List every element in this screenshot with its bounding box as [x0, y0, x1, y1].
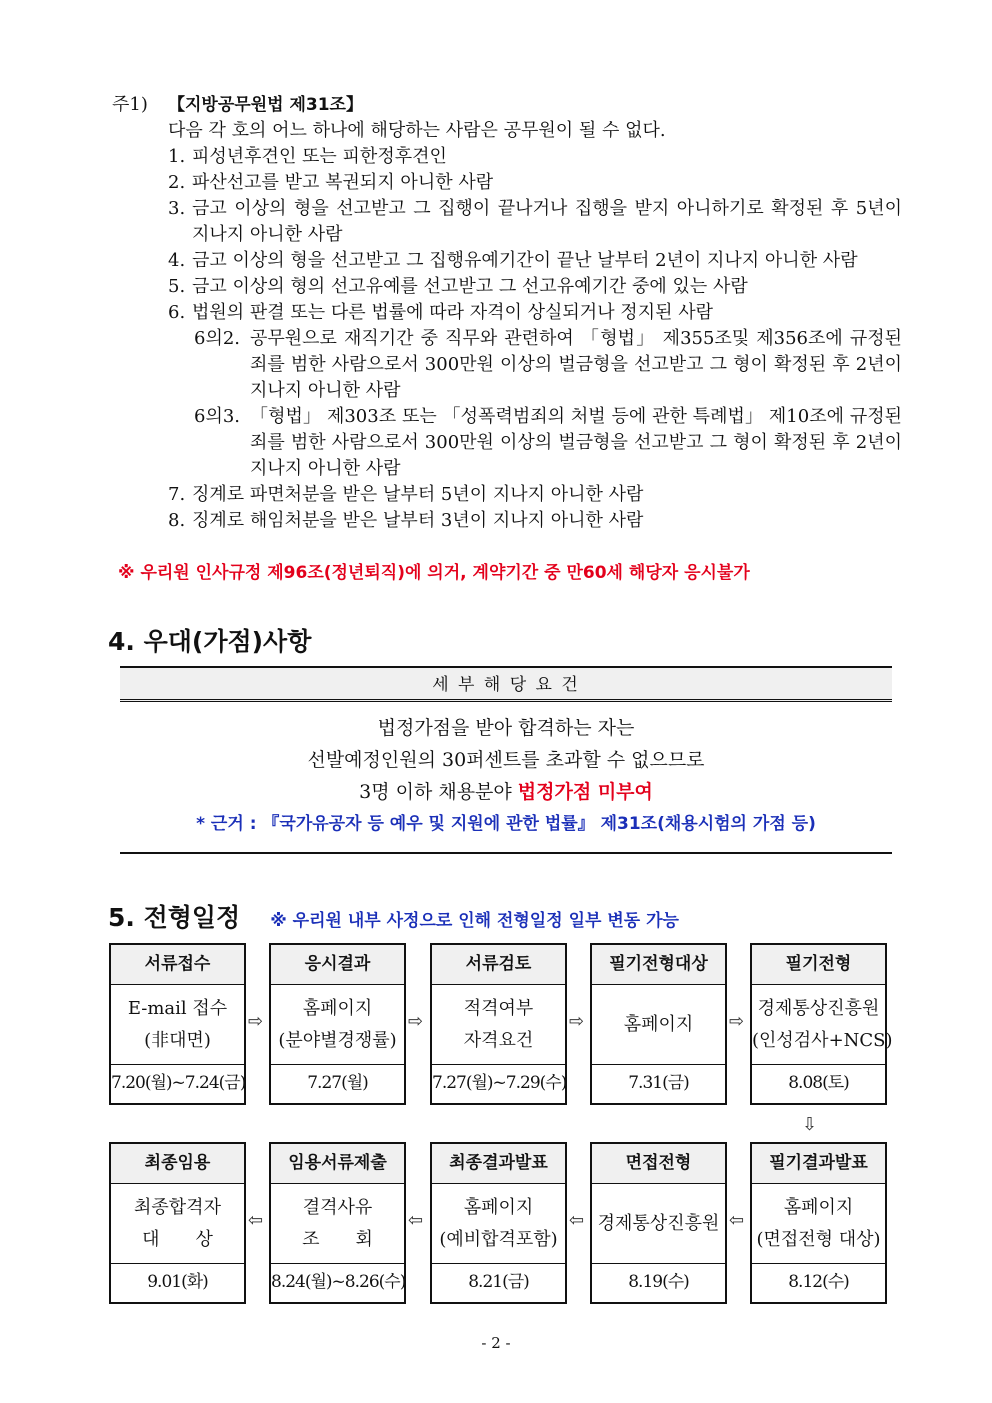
list-item-number: 6의3.: [194, 406, 241, 427]
schedule-step-date: 7.27(월)~7.29(수): [432, 1073, 567, 1093]
schedule-step-title: 최종결과발표: [432, 1144, 565, 1184]
list-item: [112, 300, 902, 326]
preference-line-2: 선발예정인원의 30퍼센트를 초과할 수 없으므로: [307, 749, 705, 771]
list-item: [112, 326, 902, 404]
list-item-text: 징계로 파면처분을 받은 날부터 5년이 지나지 아니한 사람: [192, 484, 644, 505]
list-item-text: 금고 이상의 형을 선고받고 그 집행이 끝나거나 집행을 받지 아니하기로 확정된 후 5년이 지나지 아니한 사람: [192, 198, 902, 245]
schedule-step-detail-line: (면접전형 대상): [756, 1228, 881, 1250]
schedule-step-date: 8.24(월)~8.26(수): [271, 1272, 406, 1292]
list-item-text: 피성년후견인 또는 피한정후견인: [192, 146, 447, 167]
section-4-heading: 4. 우대(가점)사항: [108, 627, 312, 656]
preference-line-3-prefix: 3명 이하 채용분야: [359, 781, 518, 803]
list-item-text: 금고 이상의 형을 선고받고 그 집행유예기간이 끝난 날부터 2년이 지나지 아니한 사람: [192, 250, 858, 271]
schedule-step-detail: [271, 985, 404, 1065]
schedule-step-title: 최종임용: [111, 1144, 244, 1184]
schedule-step-title: 응시결과: [271, 945, 404, 985]
list-item-number: 4.: [168, 250, 186, 271]
schedule-step-detail: [111, 1184, 244, 1264]
schedule-step-detail-line: 홈페이지: [783, 1196, 854, 1218]
schedule-step-detail-line: (인성검사+NCS): [752, 1029, 893, 1051]
note-intro: 다음 각 호의 어느 하나에 해당하는 사람은 공무원이 될 수 없다.: [168, 120, 666, 141]
schedule-step-detail: [592, 985, 725, 1065]
schedule-step-detail-line: 홈페이지: [623, 1013, 694, 1035]
legal-basis: * 근거 : 『국가유공자 등 예우 및 지원에 관한 법률』 제31조(채용시험의 가점 등): [196, 814, 816, 834]
schedule-step-detail-line: E-mail 접수: [127, 997, 228, 1019]
arrow-right-icon: ⇨: [729, 1011, 745, 1032]
schedule-step-date: 8.19(수): [628, 1272, 689, 1292]
schedule-step-detail-line: (非대면): [144, 1029, 211, 1051]
schedule-step-detail-line: 대 상: [142, 1228, 213, 1250]
disqualification-list-tail: [112, 482, 902, 534]
list-item-number: 6.: [168, 302, 186, 323]
note-label: 주1): [112, 94, 148, 115]
schedule-step-title: 필기결과발표: [752, 1144, 885, 1184]
schedule-step-detail: [592, 1184, 725, 1264]
arrow-left-icon: ⇦: [569, 1210, 585, 1231]
schedule-step-detail: [752, 985, 893, 1065]
schedule-change-note: ※ 우리원 내부 사정으로 인해 전형일정 일부 변동 가능: [270, 911, 679, 931]
arrow-left-icon: ⇦: [408, 1210, 424, 1231]
schedule-step: [269, 943, 406, 1105]
schedule-step-detail: [271, 1184, 404, 1264]
list-item-text: 공무원으로 재직기간 중 직무와 관련하여 「형법」 제355조및 제356조에 규정된 죄를 범한 사람으로서 300만원 이상의 벌금형을 선고받고 그 형이 확정된 후 2년이 지나지 아니한 사람: [250, 328, 902, 401]
schedule-step: [590, 943, 727, 1105]
schedule-step-detail-line: 적격여부: [463, 997, 534, 1019]
schedule-step-date: 7.31(금): [628, 1073, 689, 1093]
list-item: [112, 170, 902, 196]
list-item-number: 2.: [168, 172, 186, 193]
arrow-left-icon: ⇦: [729, 1210, 745, 1231]
arrow-left-icon: ⇦: [248, 1210, 264, 1231]
schedule-step-title: 면접전형: [592, 1144, 725, 1184]
schedule-step-detail-line: 조 회: [302, 1228, 373, 1250]
no-bonus-highlight: 법정가점 미부여: [517, 781, 653, 803]
arrow-right-icon: ⇨: [248, 1011, 264, 1032]
schedule-step-date: 8.12(수): [788, 1272, 849, 1292]
section-5-heading: 5. 전형일정: [108, 903, 241, 932]
schedule-step-detail-line: 경제통상진흥원: [757, 997, 880, 1019]
schedule-step-detail: [432, 985, 565, 1065]
page-number: - 2 -: [481, 1334, 511, 1352]
list-item: [112, 482, 902, 508]
schedule-step-title: 필기전형: [752, 945, 885, 985]
arrow-right-icon: ⇨: [408, 1011, 424, 1032]
list-item-number: 6의2.: [194, 328, 241, 349]
schedule-step: [750, 1142, 887, 1304]
schedule-step: [269, 1142, 406, 1304]
preference-table-header: 세 부 해 당 요 건: [120, 668, 892, 702]
schedule-step-detail: [111, 985, 244, 1065]
note-title: 【지방공무원법 제31조】: [168, 95, 363, 115]
preference-table: [120, 666, 892, 854]
list-item-text: 「형법」 제303조 또는 「성폭력범죄의 처벌 등에 관한 특례법」 제10조에 규정된 죄를 범한 사람으로서 300만원 이상의 벌금형을 선고받고 그 형이 확정된 후 2년이 지나지 아니한 사람: [250, 406, 902, 479]
schedule-step-detail-line: (예비합격포함): [439, 1228, 558, 1250]
list-item-number: 3.: [168, 198, 186, 219]
schedule-step: [430, 943, 567, 1105]
schedule-step-title: 서류접수: [111, 945, 244, 985]
schedule-step: [590, 1142, 727, 1304]
schedule-step-detail-line: 경제통상진흥원: [597, 1212, 720, 1234]
schedule-step-date: 8.21(금): [468, 1272, 529, 1292]
list-item: [112, 404, 902, 482]
preference-line-1: 법정가점을 받아 합격하는 자는: [377, 717, 635, 739]
list-item-number: 7.: [168, 484, 186, 505]
list-item-text: 법원의 판결 또는 다른 법률에 따라 자격이 상실되거나 정지된 사람: [192, 302, 713, 323]
schedule-step-detail-line: 최종합격자: [134, 1196, 221, 1218]
list-item-text: 파산선고를 받고 복권되지 아니한 사람: [192, 172, 494, 193]
list-item-number: 5.: [168, 276, 186, 297]
retirement-warning: ※ 우리원 인사규정 제96조(정년퇴직)에 의거, 계약기간 중 만60세 해당자 응시불가: [118, 563, 750, 583]
schedule-step: [109, 943, 246, 1105]
section-5-heading-row: [108, 898, 679, 934]
schedule-step-title: 필기전형대상: [592, 945, 725, 985]
schedule-step-date: 7.27(월): [307, 1073, 368, 1093]
schedule-step-detail-line: 홈페이지: [463, 1196, 534, 1218]
list-item: [112, 196, 902, 248]
schedule-step-title: 임용서류제출: [271, 1144, 404, 1184]
schedule-step-detail-line: 홈페이지: [302, 997, 373, 1019]
schedule-step-date: 7.20(월)~7.24(금): [111, 1073, 246, 1093]
list-item-number: 8.: [168, 510, 186, 531]
disqualification-list: [112, 144, 902, 326]
preference-table-body: [120, 702, 892, 854]
arrow-right-icon: ⇨: [569, 1011, 585, 1032]
arrow-down-icon: ⇩: [802, 1114, 818, 1135]
schedule-step-title: 서류검토: [432, 945, 565, 985]
law-note: [112, 92, 902, 534]
list-item: [112, 274, 902, 300]
note-header: [112, 92, 902, 118]
schedule-step-date: 8.08(토): [788, 1073, 849, 1093]
schedule-step-detail-line: (분야별경쟁률): [278, 1029, 397, 1051]
schedule-step-detail-line: 자격요건: [463, 1029, 534, 1051]
schedule-step: [109, 1142, 246, 1304]
list-item-number: 1.: [168, 146, 186, 167]
list-item-text: 징계로 해임처분을 받은 날부터 3년이 지나지 아니한 사람: [192, 510, 644, 531]
preference-line-3: [120, 776, 892, 808]
list-item: [112, 248, 902, 274]
schedule-step: [430, 1142, 567, 1304]
schedule-step-detail: [432, 1184, 565, 1264]
schedule-step-detail: [752, 1184, 885, 1264]
schedule-step-detail-line: 결격사유: [302, 1196, 373, 1218]
schedule-step-date: 9.01(화): [147, 1272, 208, 1292]
list-item: [112, 508, 902, 534]
list-item: [112, 144, 902, 170]
schedule-step: [750, 943, 893, 1105]
list-item-text: 금고 이상의 형의 선고유예를 선고받고 그 선고유예기간 중에 있는 사람: [192, 276, 748, 297]
disqualification-sublist: [112, 326, 902, 482]
